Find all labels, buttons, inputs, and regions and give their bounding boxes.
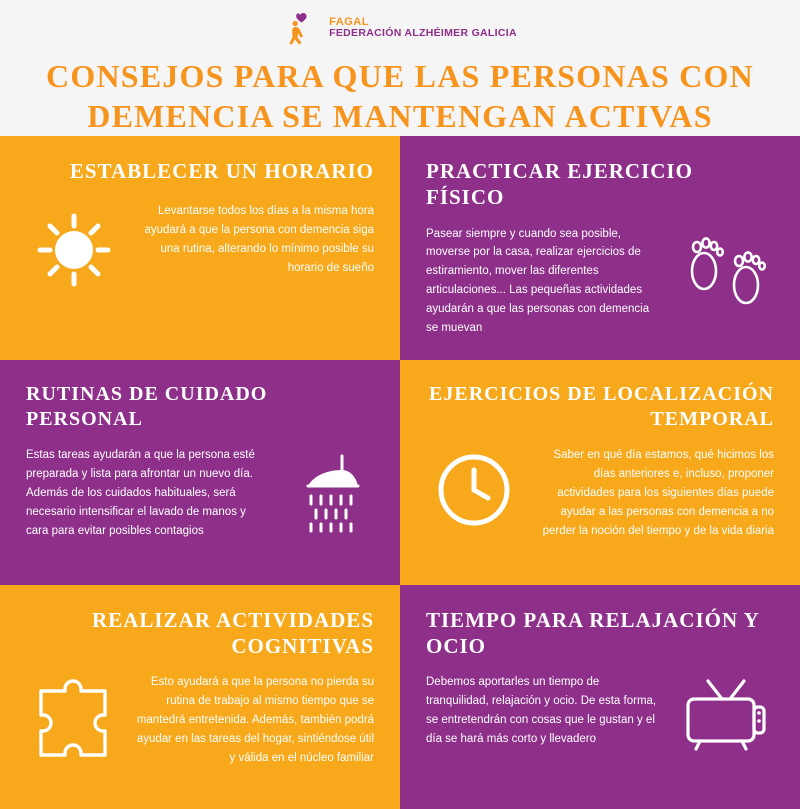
tip-card-ejercicio	[400, 136, 800, 360]
logo	[283, 8, 517, 48]
tip-text: Esto ayudará a que la persona no pierda su rutina de trabajo al mismo tiempo que se mantedrá entretenida. Además, también podrá ayudar en las tareas del hogar, sintiéndose útil y válida en el núcleo familiar	[136, 676, 374, 764]
logo-text	[329, 16, 517, 40]
person-heart-icon	[283, 9, 321, 47]
poster-header	[0, 0, 800, 136]
tip-title: PRACTICAR EJERCICIO FÍSICO	[426, 159, 693, 210]
tip-title: REALIZAR ACTIVIDADES COGNITIVAS	[92, 607, 374, 658]
logo-subtitle: FEDERACIÓN ALZHÉIMER GALICIA	[329, 27, 517, 40]
tip-card-horario	[0, 136, 400, 360]
tip-body	[26, 673, 374, 787]
tip-card-localizacion	[400, 360, 800, 584]
tip-card-ocio	[400, 585, 800, 809]
clock-icon	[426, 446, 522, 532]
tip-card-cognitivas	[0, 585, 400, 809]
tip-text: Debemos aportarles un tiempo de tranquilidad, relajación y ocio. De esta forma, se entretendrán con cosas que le gustan y el día se hará más corto y llevadero	[426, 676, 657, 746]
tip-card-cuidado	[0, 360, 400, 584]
television-icon	[678, 673, 774, 755]
tip-title: ESTABLECER UN HORARIO	[69, 159, 374, 183]
tip-title: RUTINAS DE CUIDADO PERSONAL	[26, 383, 268, 431]
page-title: CONSEJOS PARA QUE LAS PERSONAS CON DEMENCIA SE MANTENGAN ACTIVAS	[46, 58, 754, 134]
shower-icon	[278, 446, 374, 540]
footprints-icon	[678, 225, 774, 323]
tip-body	[426, 446, 774, 562]
logo-name: FAGAL	[329, 16, 369, 29]
puzzle-piece-icon	[26, 673, 122, 761]
tip-text: Pasear siempre y cuando sea posible, moverse por la casa, realizar ejercicios de estiramiento, mover las diferentes articulaciones... Las pequeñas actividades ayudarán a que las personas con demencia se muevan	[426, 227, 650, 335]
tip-title: EJERCICIOS DE LOCALIZACIÓN TEMPORAL	[429, 383, 774, 431]
tip-text: Saber en qué día estamos, qué hicimos los días anteriores e, incluso, proponer actividades para los siguientes días puede ayudar a las personas con demencia a no perder la noción del tiempo y de la vida diaria	[542, 449, 774, 538]
tip-title: TIEMPO PARA RELAJACIÓN Y OCIO	[426, 607, 759, 658]
sun-icon	[26, 202, 122, 296]
tip-text: Estas tareas ayudarán a que la persona esté preparada y lista para afrontar un nuevo día. Además de los cuidados habituales, será necesario intensificar el lavado de manos y cara para evitar posibles contagios	[26, 449, 255, 538]
tip-body	[26, 446, 374, 562]
tip-body	[426, 673, 774, 787]
tip-body	[426, 225, 774, 339]
tip-body	[26, 202, 374, 338]
tip-text: Levantarse todos los días a la misma hora ayudará a que la persona con demencia siga una rutina, alterando lo mínimo posible su horario de sueño	[144, 205, 374, 275]
tips-grid	[0, 136, 800, 809]
